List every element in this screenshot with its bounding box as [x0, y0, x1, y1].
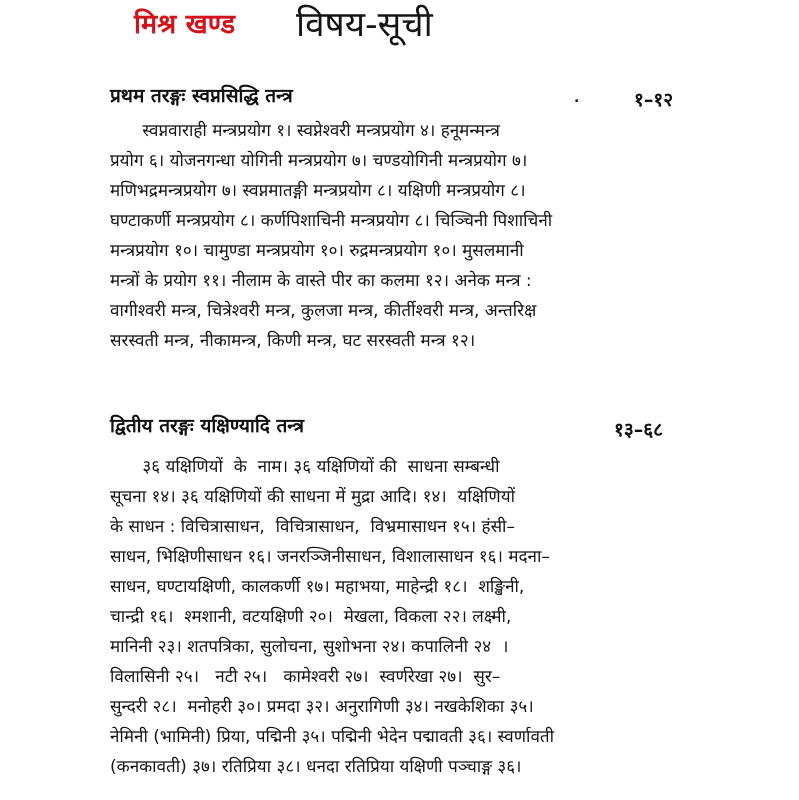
page-title: विषय-सूची — [296, 5, 433, 45]
section-1-page-range: १–१२ — [634, 89, 674, 111]
text-line: घण्टाकर्णी मन्त्रप्रयोग ८। कर्णपिशाचिनी मन्त्रप्रयोग ८। चिञ्चिनी पिशाचिनी — [110, 211, 553, 231]
text-line: मन्त्रों के प्रयोग ११। नीलाम के वास्ते पीर का कलमा १२। अनेक मन्त्र : — [110, 271, 532, 291]
text-line: सूचना १४। ३६ यक्षिणियों की साधना में मुद्रा आदि। १४। यक्षिणियों — [110, 487, 515, 507]
section-1-title: प्रथम तरङ्गः स्वप्नसिद्धि तन्त्र — [110, 85, 293, 107]
text-line: साधन, भिक्षिणीसाधन १६। जनरञ्जिनीसाधन, विशालासाधन १६। मदना– — [110, 547, 550, 567]
text-line: प्रयोग ६। योजनगन्धा योगिनी मन्त्रप्रयोग ७। चण्डयोगिनी मन्त्रप्रयोग ७। — [110, 151, 528, 171]
text-line: के साधन : विचित्रासाधन, विचित्रासाधन, विभ्रमासाधन १५। हंसी– — [110, 517, 515, 537]
text-line: विलासिनी २५। नटी २५। कामेश्वरी २७। स्वर्णरेखा २७। सुर– — [110, 667, 501, 687]
text-line: चान्द्री १६। श्मशानी, वटयक्षिणी २०। मेखला, विकला २२। लक्ष्मी, — [110, 607, 512, 627]
text-line: मन्त्रप्रयोग १०। चामुण्डा मन्त्रप्रयोग १०। रुद्रमन्त्रप्रयोग १०। मुसलमानी — [110, 241, 524, 261]
text-line: ३६ यक्षिणियों के नाम। ३६ यक्षिणियों की साधना सम्बन्धी — [110, 457, 500, 477]
text-line: सुन्दरी २८। मनोहरी ३०। प्रमदा ३२। अनुरागिणी ३४। नखकेशिका ३५। — [110, 697, 534, 717]
section-2-title: द्वितीय तरङ्गः यक्षिण्यादि तन्त्र — [110, 415, 304, 437]
text-line: सरस्वती मन्त्र, नीकामन्त्र, किणी मन्त्र, घट सरस्वती मन्त्र १२। — [110, 331, 476, 351]
section-2-body — [110, 452, 695, 782]
text-line: नेमिनी (भामिनी) प्रिया, पद्मिनी ३५। पद्मिनी भेदेन पद्मावती ३६। स्वर्णावती — [110, 727, 554, 747]
text-line: (कनकावती) ३७। रतिप्रिया ३८। धनदा रतिप्रिया यक्षिणी पञ्चाङ्ग ३६। — [110, 757, 522, 777]
text-line: साधन, घण्टायक्षिणी, कालकर्णी १७। महाभया, माहेन्द्री १८। शङ्खिनी, — [110, 577, 525, 597]
section-khand-label: मिश्र खण्ड — [134, 9, 236, 40]
text-line: वागीश्वरी मन्त्र, चित्रेश्वरी मन्त्र, कुलजा मन्त्र, कीर्तीश्वरी मन्त्र, अन्तरिक्ष — [110, 301, 537, 321]
section-2-page-range: १३–६८ — [614, 419, 664, 441]
text-line: मानिनी २३। शतपत्रिका, सुलोचना, सुशोभना २४। कपालिनी २४ । — [110, 637, 509, 657]
section-1-body — [110, 116, 695, 356]
text-line: स्वप्नवाराही मन्त्रप्रयोग १। स्वप्नेश्वरी मन्त्रप्रयोग ४। हनूमन्मन्त्र — [110, 121, 500, 141]
stray-dot: . — [574, 90, 580, 106]
text-line: मणिभद्रमन्त्रप्रयोग ७। स्वप्नमातङ्गी मन्त्रप्रयोग ८। यक्षिणी मन्त्रप्रयोग ८। — [110, 181, 526, 201]
